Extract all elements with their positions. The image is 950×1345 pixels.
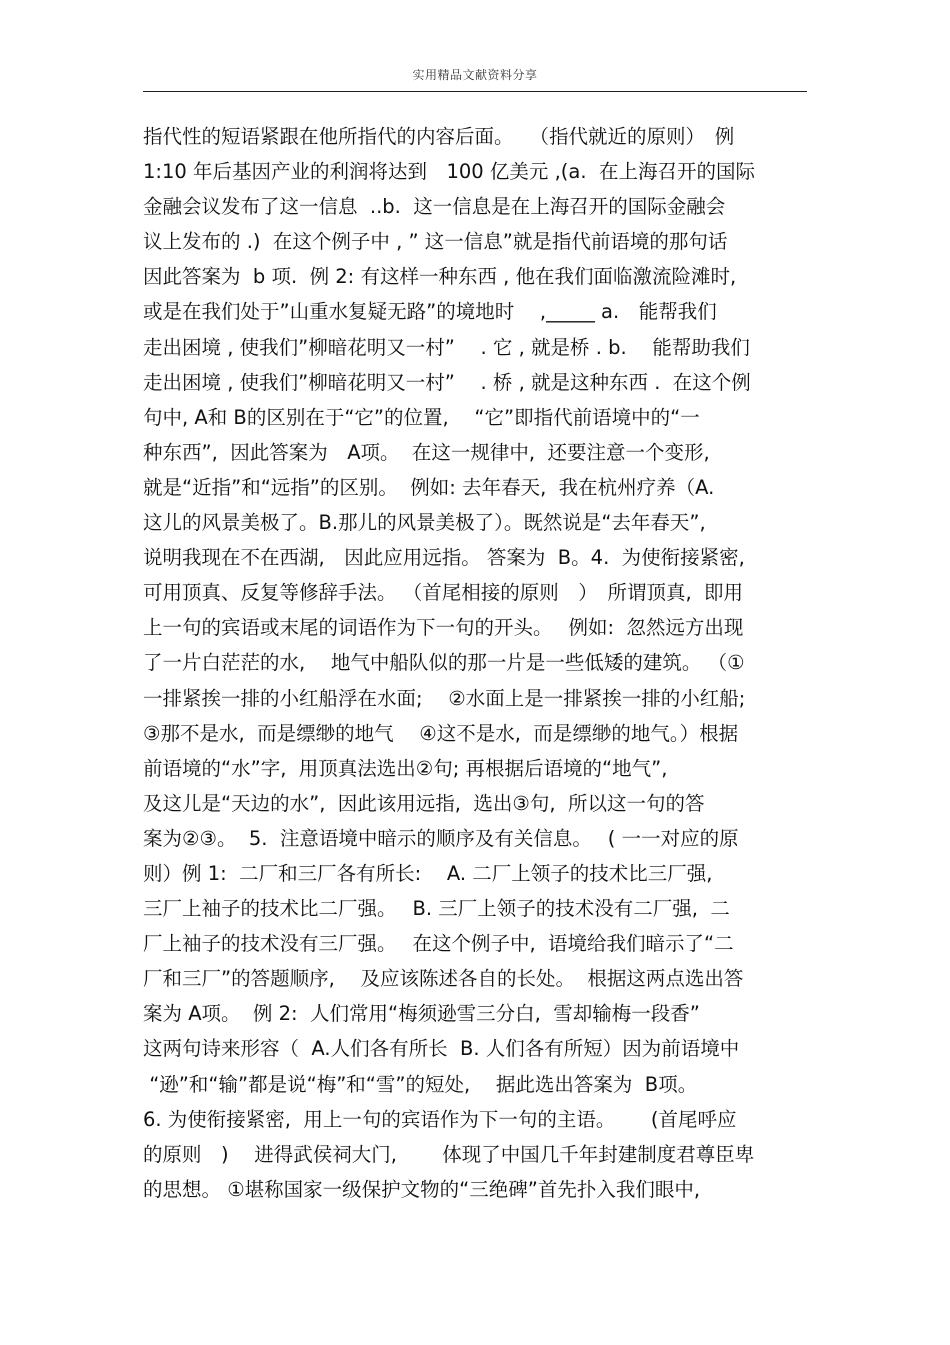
text-line: 因此答案为 b 项. 例 2: 有这样一种东西 , 他在我们面临激流险滩时, [143, 265, 737, 289]
text-line: 走出困境 , 使我们”柳暗花明又一村” . 它 , 就是桥 . b. 能帮助我们 [143, 335, 750, 359]
text-line: ③那不是水, 而是缥缈的地气 ④这不是水, 而是缥缈的地气。）根据 [143, 721, 739, 745]
text-line: 了一片白茫茫的水, 地气中船队似的那一片是一些低矮的建筑。 （① [143, 651, 745, 675]
text-line: 案为 A项。 例 2: 人们常用“梅须逊雪三分白, 雪却输梅一段香” [143, 1002, 700, 1026]
text-line: 的思想。 ①堪称国家一级保护文物的“三绝碑”首先扑入我们眼中, [143, 1177, 701, 1201]
text-line: 或是在我们处于”山重水复疑无路”的境地时 ,_____ a. 能帮我们 [143, 300, 717, 324]
text-line: 6. 为使衔接紧密, 用上一句的宾语作为下一句的主语。 (首尾呼应 [143, 1107, 737, 1131]
text-line: 种东西”, 因此答案为 A项。 在这一规律中, 还要注意一个变形, [143, 440, 710, 464]
text-line: 1:10 年后基因产业的利润将达到 100 亿美元 ,(a. 在上海召开的国际 [143, 160, 755, 184]
text-line: 可用顶真、反复等修辞手法。 （首尾相接的原则 ） 所谓顶真, 即用 [143, 581, 744, 605]
text-line: 这两句诗来形容（ A.人们各有所长 B. 人们各有所短）因为前语境中 [143, 1037, 740, 1061]
text-line: 的原则 ) 进得武侯祠大门, 体现了中国几千年封建制度君尊臣卑 [143, 1142, 755, 1166]
text-line: 这儿的风景美极了。B.那儿的风景美极了）。既然说是“去年春天”, [143, 511, 706, 535]
text-line: 走出困境 , 使我们”柳暗花明又一村” . 桥 , 就是这种东西 . 在这个例 [143, 370, 751, 394]
text-line: 前语境的“水”字, 用顶真法选出②句; 再根据后语境的“地气”, [143, 756, 668, 780]
text-line: 厂上袖子的技术没有三厂强。 在这个例子中, 语境给我们暗示了“二 [143, 932, 734, 956]
text-line: 上一句的宾语或末尾的词语作为下一句的开头。 例如: 忽然远方出现 [143, 616, 744, 640]
text-line: 三厂上袖子的技术比二厂强。 B. 三厂上领子的技术没有二厂强, 二 [143, 897, 730, 921]
document-body [143, 119, 823, 1207]
text-line: 说明我现在不在西湖, 因此应用远指。 答案为 B。4. 为使衔接紧密, [143, 546, 745, 570]
text-line: 案为②③。 5. 注意语境中暗示的顺序及有关信息。 ( 一一对应的原 [143, 826, 739, 850]
text-line: 议上发布的 .) 在这个例子中 , ” 这一信息”就是指代前语境的那句话 [143, 230, 728, 254]
text-line: 金融会议发布了这一信息 ..b. 这一信息是在上海召开的国际金融会 [143, 195, 726, 219]
text-line: 就是“近指”和“远指”的区别。 例如: 去年春天, 我在杭州疗养（A. [143, 475, 715, 499]
text-line: 一排紧挨一排的小红船浮在水面; ②水面上是一排紧挨一排的小红船; [143, 686, 746, 710]
text-line: 及这儿是“天边的水”, 因此该用远指, 选出③句, 所以这一句的答 [143, 791, 705, 815]
text-line: 句中, A和 B的区别在于“它”的位置, “它”即指代前语境中的“一 [143, 405, 700, 429]
text-line: 则）例 1: 二厂和三厂各有所长: A. 二厂上领子的技术比三厂强, [143, 861, 713, 885]
text-line: “逊”和“输”都是说“梅”和“雪”的短处, 据此选出答案为 B项。 [143, 1072, 698, 1096]
text-line: 指代性的短语紧跟在他所指代的内容后面。 （指代就近的原则） 例 [143, 125, 735, 148]
text-line: 厂和三厂”的答题顺序, 及应该陈述各自的长处。 根据这两点选出答 [143, 967, 744, 991]
page-header: 实用精品文献资料分享 [412, 68, 538, 82]
header-divider [143, 91, 807, 92]
